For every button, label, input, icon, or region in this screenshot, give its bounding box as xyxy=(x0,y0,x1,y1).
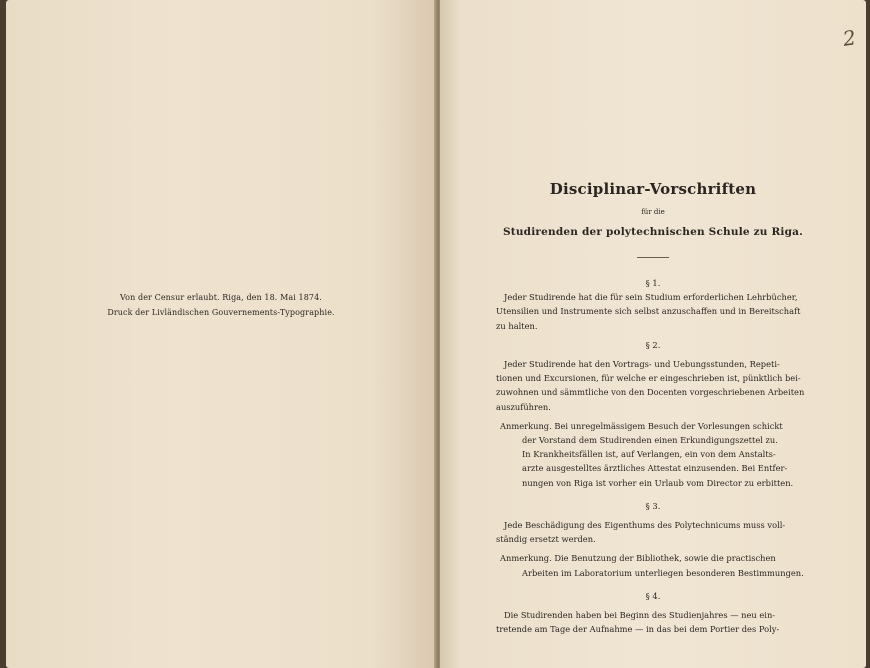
text-line: Anmerkung. Die Benutzung der Bibliothek, sowie die practischen xyxy=(500,553,776,564)
left-page xyxy=(6,0,436,668)
text-line: nungen von Riga ist vorher ein Urlaub vom Director zu erbitten. xyxy=(522,477,794,488)
title-connector: für die xyxy=(641,208,665,216)
text-line: auszuführen. xyxy=(496,401,551,412)
section-paragraph xyxy=(440,357,866,414)
section-paragraph xyxy=(440,608,866,636)
section-heading: § 2. xyxy=(645,339,661,350)
annotation-note xyxy=(440,551,866,565)
text-line: ständig ersetzt werden. xyxy=(496,534,596,545)
handwritten-page-number: 2 xyxy=(841,25,858,51)
text-line: der Vorstand dem Studirenden einen Erkundigungszettel zu. xyxy=(522,435,778,446)
censor-line-2: Druck der Livländischen Gouvernements-Typographie. xyxy=(107,308,335,317)
right-page xyxy=(440,0,866,668)
annotation-note-body xyxy=(440,433,866,490)
text-line: tretende am Tage der Aufnahme — in das bei dem Portier des Poly- xyxy=(496,624,780,635)
section-heading: § 4. xyxy=(645,590,661,601)
title-divider xyxy=(637,257,669,258)
text-line: Utensilien und Instrumente sich selbst anzuschaffen und in Bereitschaft xyxy=(496,306,801,317)
text-line: tionen und Excursionen, für welche er eingeschrieben ist, pünktlich bei- xyxy=(496,373,801,384)
annotation-note xyxy=(440,419,866,433)
section-paragraph xyxy=(440,290,866,333)
section-heading: § 3. xyxy=(645,500,661,511)
text-line: zu halten. xyxy=(496,320,538,331)
document-title: Disciplinar-Vorschriften xyxy=(549,180,757,198)
censor-line-1: Von der Censur erlaubt. Riga, den 18. Mai 1874. xyxy=(120,293,322,302)
censorship-note xyxy=(6,290,436,320)
annotation-note-body xyxy=(440,566,866,580)
text-line: Anmerkung. Bei unregelmässigem Besuch der Vorlesungen schickt xyxy=(500,420,783,431)
section-heading: § 1. xyxy=(645,278,661,288)
text-line: Jeder Studirende hat den Vortrags- und Uebungsstunden, Repeti- xyxy=(504,359,780,370)
regulations-body xyxy=(440,276,866,636)
text-line: Jeder Studirende hat die für sein Studium erforderlichen Lehrbücher, xyxy=(504,292,798,303)
text-line: Die Studirenden haben bei Beginn des Studienjahres — neu ein- xyxy=(504,610,776,621)
section-paragraph xyxy=(440,518,866,546)
text-line: arzte ausgestelltes ärztliches Attestat einzusenden. Bei Entfer- xyxy=(522,463,788,474)
text-line: zuwohnen und sämmtliche von den Docenten vorgeschriebenen Arbeiten xyxy=(496,387,805,398)
document-subtitle: Studirenden der polytechnischen Schule zu Riga. xyxy=(502,226,804,238)
text-line: Jede Beschädigung des Eigenthums des Polytechnicums muss voll- xyxy=(504,520,786,531)
text-line: Arbeiten im Laboratorium unterliegen besonderen Bestimmungen. xyxy=(522,567,804,578)
text-line: In Krankheitsfällen ist, auf Verlangen, ein von dem Anstalts- xyxy=(522,449,776,460)
